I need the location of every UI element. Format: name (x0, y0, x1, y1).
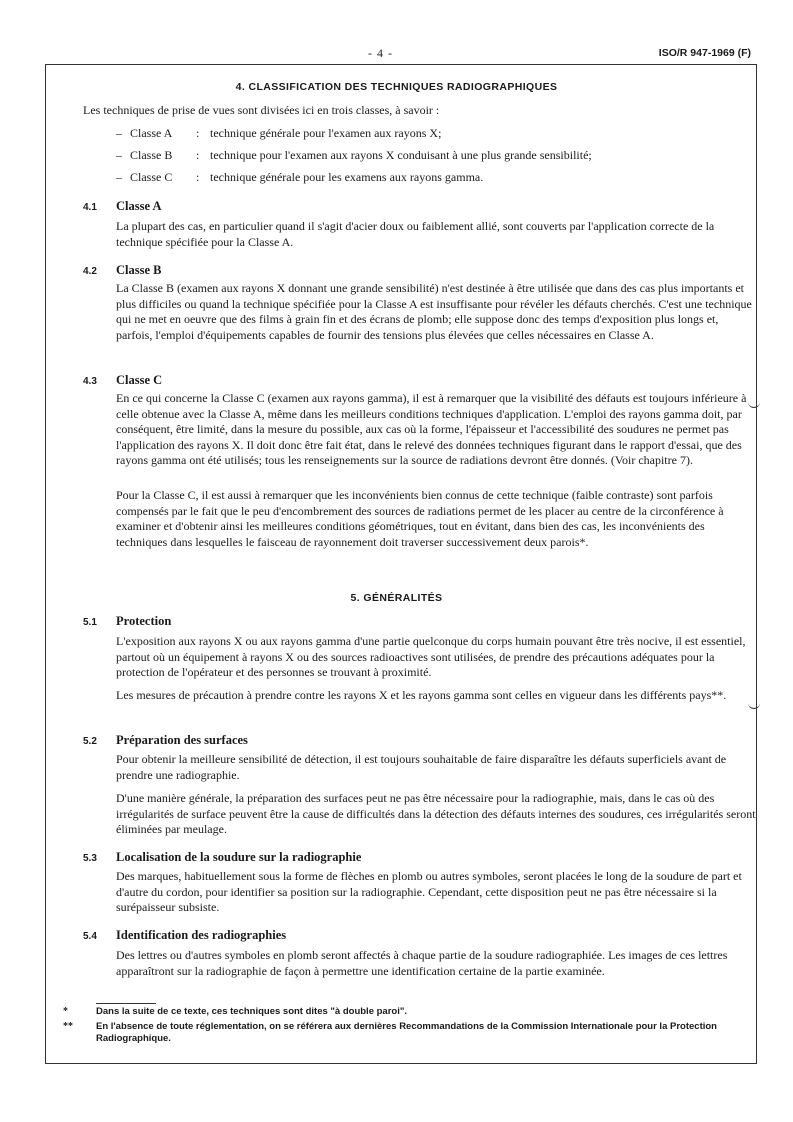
document-reference: ISO/R 947-1969 (F) (658, 47, 751, 59)
subsection-5-3-number: 5.3 (83, 853, 97, 864)
list-dash: – (116, 126, 122, 140)
class-list-item (116, 148, 592, 163)
subsection-5-4-title: Identification des radiographies (116, 928, 287, 942)
footnote-separator (96, 1003, 156, 1004)
subsection-5-2-number: 5.2 (83, 736, 97, 747)
list-colon: : (196, 148, 200, 162)
subsection-4-2-title: Classe B (116, 263, 162, 277)
footnote-2-mark: ** (63, 1021, 73, 1032)
page-number: - 4 - (368, 46, 393, 60)
list-dash: – (116, 148, 122, 162)
footnote-1-text: Dans la suite de ce texte, ces techniques sont dites "à double paroi". (96, 1006, 407, 1017)
list-description: technique générale pour l'examen aux rayons X; (210, 126, 442, 140)
list-class-name: Classe B (130, 148, 173, 162)
list-colon: : (196, 126, 200, 140)
subsection-4-1-number: 4.1 (83, 202, 97, 213)
subsection-5-2-paragraph-2: D'une manière générale, la préparation des surfaces peut ne pas être nécessaire pour la radiographie, mais, dans le cas où des irrégularités de surface peuvent être la cause de difficultés dans la détection des défauts internes des soudures, ces irrégularités seront éliminées par meulage. (116, 791, 756, 836)
subsection-4-2-paragraph: La Classe B (examen aux rayons X donnant une grande sensibilité) n'est destinée à être utilisée que dans des cas plus importants et plus difficiles ou quand la technique spécifiée pour la Classe A est insuffisante pour révéler les défauts cherchés. C'est une technique qui ne met en oeuvre que des films à grain fin et des écrans de plomb; elle suppose donc des temps d'exposition plus longs et, parfois, l'emploi d'équipements capables de fournir des tensions plus élevées que celles nécessaires en Classe A. (116, 281, 752, 342)
footnote-2-text: En l'absence de toute réglementation, on se référera aux dernières Recommandations de la Commission Internationale pour la Protection Radiographique. (96, 1021, 717, 1044)
subsection-5-1-number: 5.1 (83, 617, 97, 628)
list-dash: – (116, 170, 122, 184)
section-4-title: 4. CLASSIFICATION DES TECHNIQUES RADIOGRAPHIQUES (235, 81, 558, 93)
subsection-4-3-paragraph-1: En ce qui concerne la Classe C (examen aux rayons gamma), il est à remarquer que la visibilité des défauts est toujours inférieure à celle obtenue avec la Classe A, même dans les meilleurs conditions techniques d'application. L'emploi des rayons gamma doit, par conséquent, être limité, dans la mesure du possible, aux cas où la forme, l'épaisseur et l'accessibilité des soudures ne permet pas l'application des rayons X. Il doit donc être fait état, dans le relevé des données techniques figurant dans le rapport d'essai, que des rayons gamma ont été utilisés; tous les renseignements sur la source de radiations devront être donnés. (Voir chapitre 7). (116, 391, 747, 467)
subsection-4-1-paragraph: La plupart des cas, en particulier quand il s'agit d'acier doux ou faiblement allié, sont couverts par l'application correcte de la technique spécifiée pour la Classe A. (116, 219, 715, 249)
list-colon: : (196, 170, 200, 184)
subsection-4-3-paragraph-2: Pour la Classe C, il est aussi à remarquer que les inconvénients bien connus de cette technique (faible contraste) sont parfois compensés par le fait que le peu d'encombrement des sources de radiations permet de les placer au centre de la circonférence à examiner et d'obtenir ainsi les meilleures conditions géométriques, tout en évitant, dans bien des cas, les inconvénients des techniques dans lesquelles le faisceau de rayonnement doit traverser successivement deux parois*. (116, 488, 724, 549)
margin-revision-mark (748, 401, 760, 408)
list-description: technique générale pour les examens aux rayons gamma. (210, 170, 484, 184)
subsection-5-3-paragraph: Des marques, habituellement sous la forme de flèches en plomb ou autres symboles, seront placées le long de la soudure de part et d'autre du cordon, pour identifier sa position sur la radiographie. Cependant, cette disposition peut ne pas être nécessaire si la surépaisseur subsiste. (116, 869, 742, 914)
list-class-name: Classe A (130, 126, 173, 140)
subsection-5-2-title: Préparation des surfaces (116, 733, 248, 747)
subsection-4-3-title: Classe C (116, 373, 163, 387)
class-list-item (116, 126, 441, 141)
subsection-4-1-title: Classe A (116, 199, 162, 213)
subsection-5-1-paragraph-2: Les mesures de précaution à prendre contre les rayons X et les rayons gamma sont celles en vigueur dans les différents pays**. (116, 688, 727, 702)
subsection-5-1-paragraph-1: L'exposition aux rayons X ou aux rayons gamma d'une partie quelconque du corps humain pouvant être très nocive, il est essentiel, partout où un équipement à rayons X ou des sources radioactives sont utilisées, de prendre des précautions adéquates pour la protection de l'opérateur et des personnes se trouvant à proximité. (116, 634, 746, 679)
subsection-5-4-number: 5.4 (83, 931, 97, 942)
section-4-intro: Les techniques de prise de vues sont divisées ici en trois classes, à savoir : (83, 103, 440, 117)
margin-revision-mark (748, 702, 760, 709)
footnote-1-mark: * (63, 1006, 68, 1017)
section-5-title: 5. GÉNÉRALITÉS (350, 592, 443, 604)
list-class-name: Classe C (130, 170, 173, 184)
subsection-4-2-number: 4.2 (83, 266, 97, 277)
list-description: technique pour l'examen aux rayons X conduisant à une plus grande sensibilité; (210, 148, 592, 162)
subsection-5-3-title: Localisation de la soudure sur la radiographie (116, 850, 362, 864)
class-list-item (116, 170, 483, 185)
subsection-5-1-title: Protection (116, 614, 172, 628)
subsection-4-3-number: 4.3 (83, 376, 97, 387)
subsection-5-4-paragraph: Des lettres ou d'autres symboles en plomb seront affectés à chaque partie de la soudure radiographiée. Les images de ces lettres apparaîtront sur la radiographie de façon à permettre une identification certaine de la partie examinée. (116, 948, 728, 978)
subsection-5-2-paragraph-1: Pour obtenir la meilleure sensibilité de détection, il est toujours souhaitable de faire disparaître les défauts superficiels avant de prendre une radiographie. (116, 752, 727, 782)
